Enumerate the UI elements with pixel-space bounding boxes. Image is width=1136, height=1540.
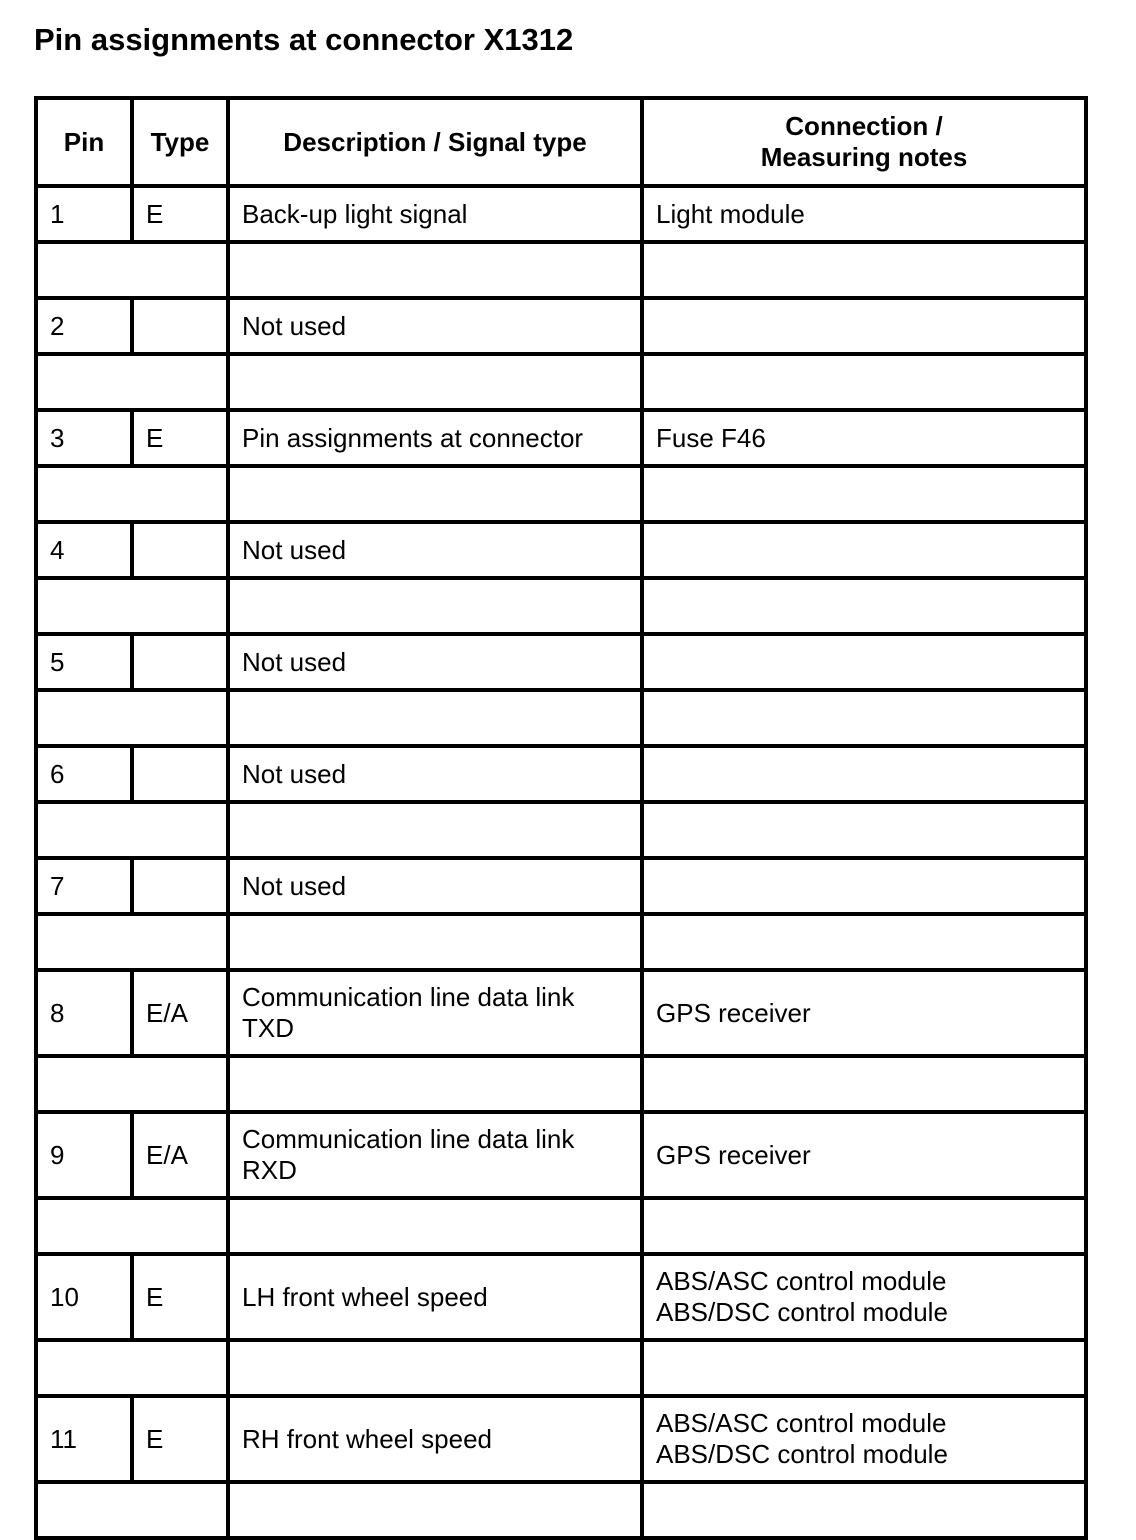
pin-cell: 9 (36, 1112, 132, 1198)
spacer-cell (642, 242, 1086, 298)
connection-cell (642, 522, 1086, 578)
type-cell: E (132, 1396, 228, 1482)
type-cell: E/A (132, 1112, 228, 1198)
spacer-row (36, 690, 1086, 746)
spacer-cell (228, 242, 642, 298)
spacer-cell (228, 1482, 642, 1538)
description-cell: Back-up light signal (228, 186, 642, 242)
spacer-cell (228, 578, 642, 634)
spacer-cell (642, 914, 1086, 970)
type-cell (132, 634, 228, 690)
column-header-description: Description / Signal type (228, 98, 642, 186)
pin-cell: 6 (36, 746, 132, 802)
spacer-cell (642, 1482, 1086, 1538)
spacer-cell (642, 1340, 1086, 1396)
type-cell: E/A (132, 970, 228, 1056)
spacer-row (36, 1340, 1086, 1396)
spacer-row (36, 1056, 1086, 1112)
spacer-cell (36, 578, 228, 634)
spacer-cell (228, 466, 642, 522)
spacer-cell (642, 466, 1086, 522)
description-cell: Not used (228, 298, 642, 354)
table-row (36, 410, 1086, 466)
description-cell: Not used (228, 634, 642, 690)
pin-cell: 3 (36, 410, 132, 466)
table-row (36, 858, 1086, 914)
table-row (36, 634, 1086, 690)
spacer-row (36, 578, 1086, 634)
connection-cell: ABS/ASC control module ABS/DSC control module (642, 1254, 1086, 1340)
description-cell: LH front wheel speed (228, 1254, 642, 1340)
connection-cell (642, 858, 1086, 914)
connection-cell: Light module (642, 186, 1086, 242)
spacer-cell (36, 690, 228, 746)
spacer-cell (36, 802, 228, 858)
connection-cell (642, 746, 1086, 802)
type-cell: E (132, 1254, 228, 1340)
description-cell: Not used (228, 746, 642, 802)
spacer-cell (36, 1482, 228, 1538)
description-cell: Communication line data link RXD (228, 1112, 642, 1198)
pin-cell: 8 (36, 970, 132, 1056)
connection-cell (642, 634, 1086, 690)
pin-cell: 2 (36, 298, 132, 354)
table-row (36, 522, 1086, 578)
pin-cell: 5 (36, 634, 132, 690)
table-row (36, 746, 1086, 802)
spacer-cell (642, 1198, 1086, 1254)
type-cell (132, 522, 228, 578)
spacer-cell (36, 354, 228, 410)
type-cell: E (132, 410, 228, 466)
description-cell: Communication line data link TXD (228, 970, 642, 1056)
spacer-cell (36, 1340, 228, 1396)
type-cell (132, 858, 228, 914)
spacer-cell (36, 242, 228, 298)
description-cell: Not used (228, 522, 642, 578)
type-cell (132, 298, 228, 354)
column-header-type: Type (132, 98, 228, 186)
column-header-pin: Pin (36, 98, 132, 186)
pin-cell: 11 (36, 1396, 132, 1482)
description-cell: RH front wheel speed (228, 1396, 642, 1482)
page-title: Pin assignments at connector X1312 (34, 22, 574, 57)
table-header-row (36, 98, 1086, 186)
spacer-cell (228, 690, 642, 746)
spacer-cell (228, 1056, 642, 1112)
description-cell: Pin assignments at connector (228, 410, 642, 466)
spacer-cell (228, 1198, 642, 1254)
pin-cell: 4 (36, 522, 132, 578)
spacer-cell (642, 578, 1086, 634)
pin-assignment-table (34, 96, 1088, 1540)
table-row (36, 1112, 1086, 1198)
column-header-connection: Connection / Measuring notes (642, 98, 1086, 186)
table-row (36, 970, 1086, 1056)
spacer-cell (36, 914, 228, 970)
spacer-cell (642, 802, 1086, 858)
spacer-row (36, 1198, 1086, 1254)
table-row (36, 1396, 1086, 1482)
spacer-cell (642, 1056, 1086, 1112)
spacer-row (36, 1482, 1086, 1538)
spacer-row (36, 466, 1086, 522)
type-cell (132, 746, 228, 802)
connection-cell: GPS receiver (642, 970, 1086, 1056)
spacer-cell (642, 690, 1086, 746)
table-row (36, 298, 1086, 354)
connection-cell: ABS/ASC control module ABS/DSC control module (642, 1396, 1086, 1482)
pin-cell: 10 (36, 1254, 132, 1340)
spacer-row (36, 914, 1086, 970)
spacer-cell (36, 1056, 228, 1112)
spacer-row (36, 354, 1086, 410)
spacer-cell (642, 354, 1086, 410)
description-cell: Not used (228, 858, 642, 914)
connection-cell (642, 298, 1086, 354)
pin-cell: 7 (36, 858, 132, 914)
table-row (36, 1254, 1086, 1340)
spacer-cell (36, 466, 228, 522)
spacer-cell (228, 914, 642, 970)
spacer-cell (228, 1340, 642, 1396)
connection-cell: Fuse F46 (642, 410, 1086, 466)
spacer-cell (36, 1198, 228, 1254)
spacer-row (36, 242, 1086, 298)
connection-cell: GPS receiver (642, 1112, 1086, 1198)
table-row (36, 186, 1086, 242)
type-cell: E (132, 186, 228, 242)
spacer-cell (228, 802, 642, 858)
pin-cell: 1 (36, 186, 132, 242)
spacer-cell (228, 354, 642, 410)
spacer-row (36, 802, 1086, 858)
